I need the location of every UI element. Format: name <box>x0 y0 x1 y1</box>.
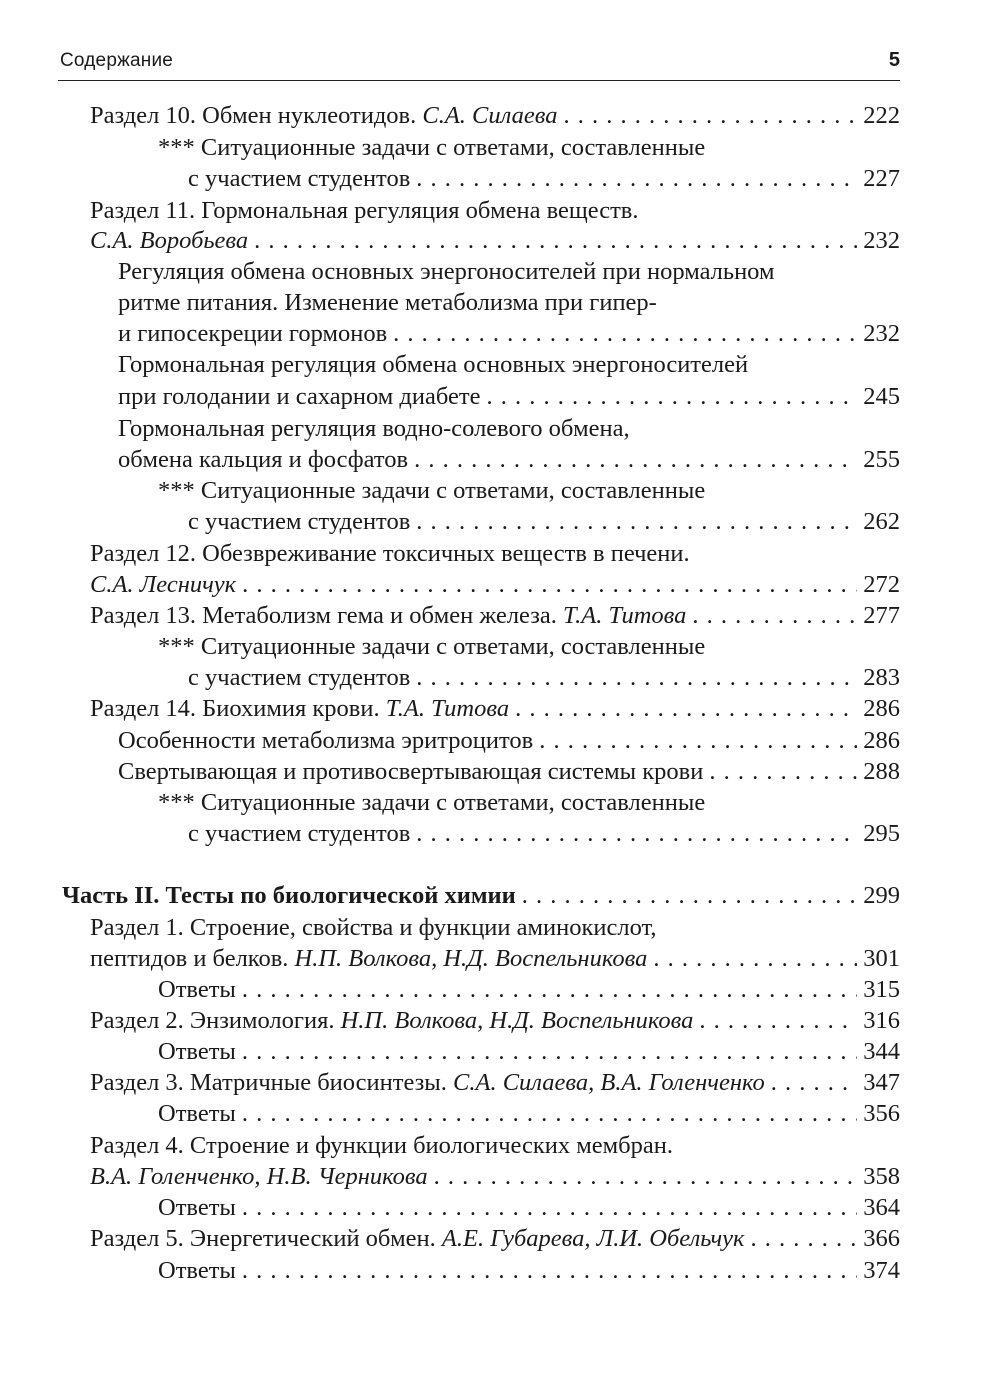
entry-page: 301 <box>863 945 900 972</box>
toc-entry-p2-section-3[interactable] <box>90 1068 900 1098</box>
entry-page: 358 <box>863 1163 900 1190</box>
dot-leader <box>242 1037 857 1067</box>
entry-page: 356 <box>863 1100 900 1127</box>
entry-page: 272 <box>863 571 900 598</box>
page-number: 5 <box>888 49 900 71</box>
entry-title: и гипосекреции гормонов <box>118 320 388 347</box>
toc-entry-11-sub3-line1[interactable]: Гормональная регуляция водно-солевого обмена, <box>118 415 630 442</box>
entry-author: С.А. Воробьева <box>90 227 249 254</box>
entry-title: Ответы <box>158 1100 236 1127</box>
dot-leader <box>522 881 858 911</box>
toc-entry-section-11[interactable] <box>90 226 900 256</box>
dot-leader <box>414 445 857 475</box>
entry-author: Т.А. Титова <box>385 695 510 722</box>
entry-title: Свертывающая и противосвертывающая системы крови <box>118 758 704 785</box>
entry-page: 286 <box>863 695 900 722</box>
toc-entry-tasks-11-line1[interactable]: *** Ситуационные задачи с ответами, составленные <box>158 477 706 504</box>
entry-title: Раздел 5. Энергетический обмен. <box>90 1225 436 1252</box>
toc-entry-14-sub1[interactable] <box>118 726 900 756</box>
toc-entry-p2-section-4-line1[interactable]: Раздел 4. Строение и функции биологических мембран. <box>90 1132 673 1159</box>
entry-author: С.А. Лесничук <box>90 571 237 598</box>
part-title: Часть II. Тесты по биологической химии <box>62 882 516 909</box>
dot-leader <box>539 726 857 756</box>
toc-entry-section-13[interactable] <box>90 601 900 631</box>
entry-author: А.Е. Губарева, Л.И. Обельчук <box>441 1225 745 1252</box>
toc-entry-section-11-line1[interactable]: Раздел 11. Гормональная регуляция обмена веществ. <box>90 197 639 224</box>
toc-entry-tasks-10-line1[interactable]: *** Ситуационные задачи с ответами, составленные <box>158 134 706 161</box>
entry-page: 222 <box>863 102 900 129</box>
toc-entry-part-2[interactable] <box>62 881 900 911</box>
dot-leader <box>242 1099 857 1129</box>
dot-leader <box>699 1006 857 1036</box>
entry-author: Т.А. Титова <box>563 602 687 629</box>
entry-title: Ответы <box>158 1257 236 1284</box>
entry-title: пептидов и белков. <box>90 945 289 972</box>
toc-entry-section-10[interactable] <box>90 101 900 131</box>
dot-leader <box>416 819 857 849</box>
entry-title: Раздел 14. Биохимия крови. <box>90 695 380 722</box>
entry-page: 286 <box>863 727 900 754</box>
entry-title: Раздел 10. Обмен нуклеотидов. <box>90 102 417 129</box>
entry-author: Н.П. Волкова, Н.Д. Воспельникова <box>340 1007 694 1034</box>
toc-entry-p2-answers-2[interactable] <box>158 1037 900 1067</box>
entry-title: Ответы <box>158 976 236 1003</box>
dot-leader <box>393 319 857 349</box>
entry-page: 347 <box>863 1069 900 1096</box>
entry-title: с участием студентов <box>188 508 411 535</box>
entry-page: 299 <box>863 882 900 909</box>
toc-entry-section-12[interactable] <box>90 570 900 600</box>
toc-entry-p2-section-1[interactable] <box>90 944 900 974</box>
toc-entry-11-sub2[interactable] <box>118 382 900 412</box>
dot-leader <box>771 1068 857 1098</box>
entry-title: Ответы <box>158 1194 236 1221</box>
dot-leader <box>515 694 857 724</box>
entry-title: Раздел 13. Метаболизм гема и обмен железа. <box>90 602 557 629</box>
dot-leader <box>416 663 857 693</box>
dot-leader <box>751 1224 858 1254</box>
entry-page: 283 <box>863 664 900 691</box>
entry-author: Н.П. Волкова, Н.Д. Воспельникова <box>294 945 648 972</box>
dot-leader <box>653 944 857 974</box>
entry-page: 245 <box>863 383 900 410</box>
dot-leader <box>416 164 857 194</box>
entry-page: 344 <box>863 1038 900 1065</box>
entry-title: с участием студентов <box>188 165 411 192</box>
toc-entry-p2-answers-5[interactable] <box>158 1256 900 1286</box>
toc-entry-tasks-13-line1[interactable]: *** Ситуационные задачи с ответами, составленные <box>158 633 706 660</box>
entry-page: 316 <box>863 1007 900 1034</box>
entry-page: 227 <box>863 165 900 192</box>
entry-page: 315 <box>863 976 900 1003</box>
toc-entry-tasks-14[interactable] <box>188 819 900 849</box>
entry-page: 295 <box>863 820 900 847</box>
toc-entry-p2-answers-4[interactable] <box>158 1193 900 1223</box>
entry-page: 255 <box>863 446 900 473</box>
entry-page: 232 <box>863 320 900 347</box>
toc-entry-tasks-11[interactable] <box>188 507 900 537</box>
toc-entry-14-sub2[interactable] <box>118 757 900 787</box>
dot-leader <box>563 101 857 131</box>
toc-entry-p2-answers-1[interactable] <box>158 975 900 1005</box>
toc-entry-11-sub1-line2[interactable]: ритме питания. Изменение метаболизма при гипер- <box>118 289 657 316</box>
entry-page: 232 <box>863 227 900 254</box>
entry-title: с участием студентов <box>188 820 411 847</box>
entry-author: В.А. Голенченко, Н.В. Черникова <box>90 1163 428 1190</box>
toc-entry-11-sub2-line1[interactable]: Гормональная регуляция обмена основных энергоносителей <box>118 351 749 378</box>
entry-title: с участием студентов <box>188 664 411 691</box>
toc-entry-11-sub3[interactable] <box>118 445 900 475</box>
running-head-title: Содержание <box>60 50 174 71</box>
entry-title: Раздел 2. Энзимология. <box>90 1007 335 1034</box>
header-rule <box>58 80 900 81</box>
toc-entry-text <box>90 101 557 131</box>
entry-author: С.А. Силаева <box>422 102 558 129</box>
dot-leader <box>242 570 857 600</box>
toc-entry-section-14[interactable] <box>90 694 900 724</box>
dot-leader <box>242 975 857 1005</box>
toc-entry-p2-answers-3[interactable] <box>158 1099 900 1129</box>
toc-entry-p2-section-4[interactable] <box>90 1162 900 1192</box>
toc-entry-tasks-10[interactable] <box>188 164 900 194</box>
dot-leader <box>416 507 857 537</box>
entry-title: обмена кальция и фосфатов <box>118 446 409 473</box>
toc-entry-11-sub1[interactable] <box>118 319 900 349</box>
dot-leader <box>486 382 857 412</box>
entry-page: 262 <box>863 508 900 535</box>
running-head <box>58 50 900 76</box>
entry-title: Ответы <box>158 1038 236 1065</box>
entry-title: Особенности метаболизма эритроцитов <box>118 727 534 754</box>
entry-author: С.А. Силаева, В.А. Голенченко <box>453 1069 765 1096</box>
toc-entry-11-sub1-line1[interactable]: Регуляция обмена основных энергоносителей при нормальном <box>118 258 775 285</box>
dot-leader <box>692 601 857 631</box>
entry-title: при голодании и сахарном диабете <box>118 383 481 410</box>
dot-leader <box>709 757 857 787</box>
entry-page: 364 <box>863 1194 900 1221</box>
toc-entry-p2-section-2[interactable] <box>90 1006 900 1036</box>
entry-page: 366 <box>863 1225 900 1252</box>
entry-page: 277 <box>863 602 900 629</box>
toc-entry-tasks-14-line1[interactable]: *** Ситуационные задачи с ответами, составленные <box>158 789 706 816</box>
entry-title: Раздел 3. Матричные биосинтезы. <box>90 1069 447 1096</box>
toc-entry-tasks-13[interactable] <box>188 663 900 693</box>
entry-page: 288 <box>863 758 900 785</box>
toc-entry-p2-section-5[interactable] <box>90 1224 900 1254</box>
entry-page: 374 <box>863 1257 900 1284</box>
toc-entry-section-12-line1[interactable]: Раздел 12. Обезвреживание токсичных веществ в печени. <box>90 540 690 567</box>
dot-leader <box>242 1256 857 1286</box>
dot-leader <box>242 1193 857 1223</box>
dot-leader <box>434 1162 858 1192</box>
toc-entry-p2-section-1-line1[interactable]: Раздел 1. Строение, свойства и функции аминокислот, <box>90 914 657 941</box>
dot-leader <box>254 226 857 256</box>
